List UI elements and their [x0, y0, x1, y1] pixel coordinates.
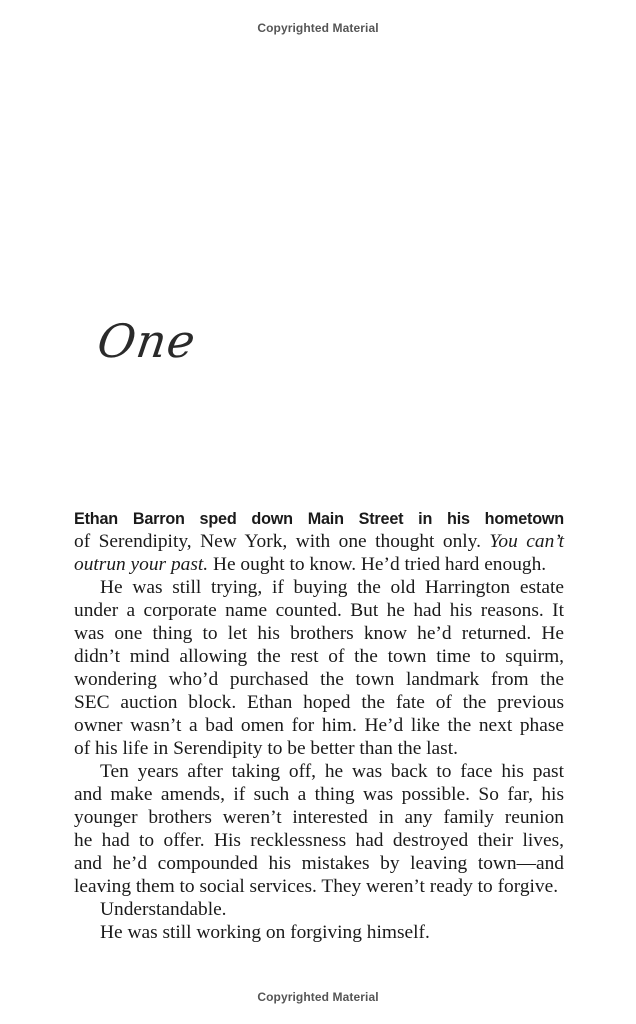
copyright-watermark-top: Copyrighted Material — [257, 21, 379, 35]
body-line: He was still working on forgiving himself. — [100, 922, 430, 943]
body-line: SEC auction block. Ethan hoped the fate of the previous — [74, 692, 564, 713]
body-line: Ten years after taking off, he was back to face his past — [100, 761, 564, 782]
body-line: He was still trying, if buying the old Harrington estate — [100, 577, 564, 598]
lead-in-text: Ethan Barron sped down Main Street in his hometown — [74, 510, 564, 528]
body-line — [74, 507, 564, 530]
body-line: and he’d compounded his mistakes by leaving town—and — [74, 853, 564, 874]
body-line: younger brothers weren’t interested in any family reunion — [74, 807, 564, 828]
italic-thought-text: You can’t — [489, 531, 564, 552]
body-text: He ought to know. He’d tried hard enough. — [208, 554, 547, 575]
body-line — [74, 530, 564, 553]
body-line: owner wasn’t a bad omen for him. He’d like the next phase — [74, 715, 564, 736]
italic-thought-text: outrun your past. — [74, 554, 209, 575]
body-line: under a corporate name counted. But he had his reasons. It — [74, 600, 564, 621]
body-line: he had to offer. His recklessness had destroyed their lives, — [74, 830, 564, 851]
body-line: leaving them to social services. They weren’t ready to forgive. — [74, 876, 559, 897]
body-line: and make amends, if such a thing was possible. So far, his — [74, 784, 564, 805]
chapter-body — [74, 507, 564, 944]
body-line — [74, 553, 564, 576]
copyright-watermark-bottom: Copyrighted Material — [257, 990, 379, 1004]
body-line: of his life in Serendipity to be better than the last. — [74, 738, 458, 759]
body-line: wondering who’d purchased the town landmark from the — [74, 669, 564, 690]
chapter-title: One — [94, 314, 200, 368]
body-line: didn’t mind allowing the rest of the town time to squirm, — [74, 646, 564, 667]
body-line: was one thing to let his brothers know he’d returned. He — [74, 623, 564, 644]
body-line: Understandable. — [100, 899, 227, 920]
body-text: of Serendipity, New York, with one thought only. — [74, 531, 490, 552]
